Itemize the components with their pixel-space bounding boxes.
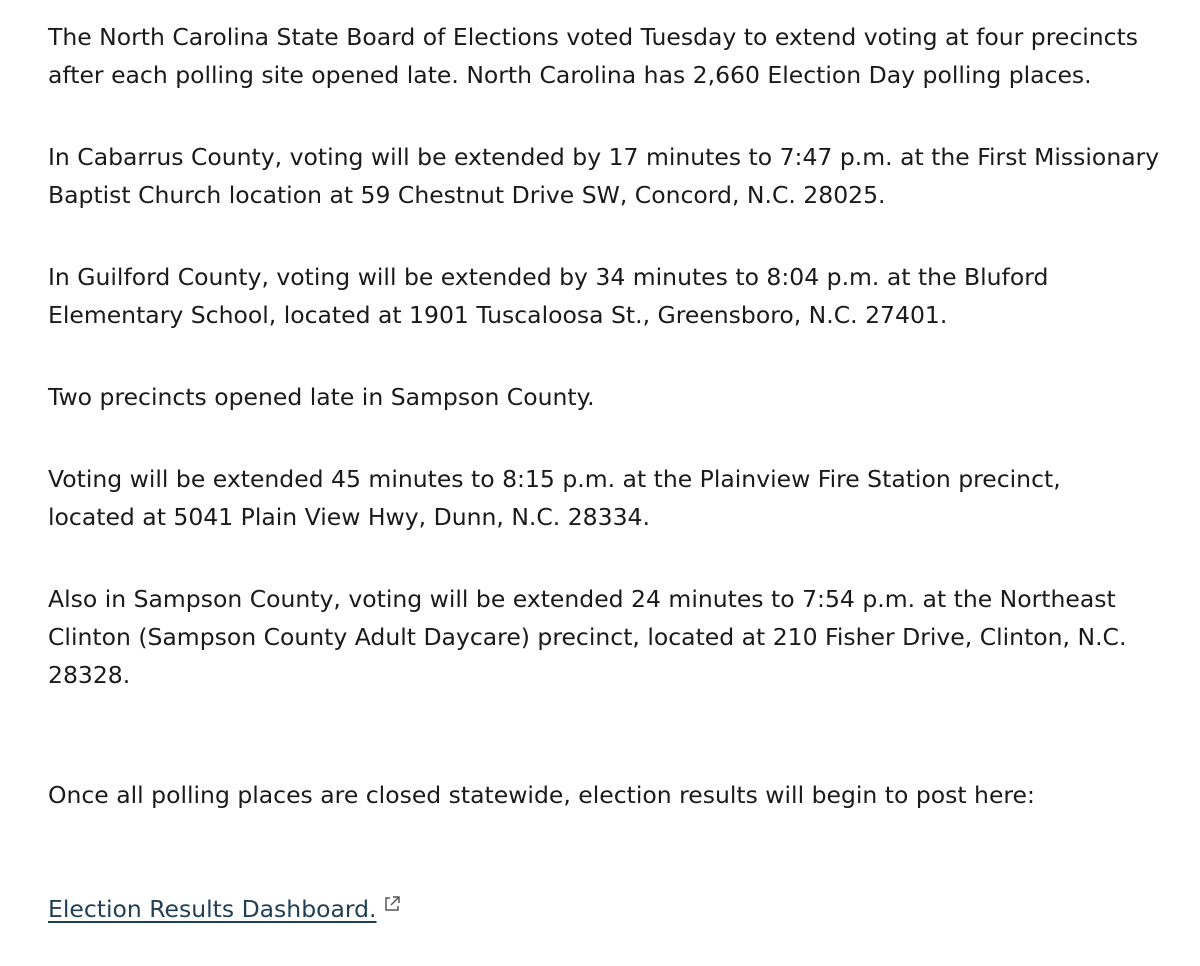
- paragraph-plainview: Voting will be extended 45 minutes to 8:15 p.m. at the Plainview Fire Station precinct, located at 5041 Plain View Hwy, Dunn, N.C. 28334.: [48, 465, 1061, 531]
- paragraph-cabarrus: In Cabarrus County, voting will be extended by 17 minutes to 7:47 p.m. at the First Missionary Baptist Church location at 59 Chestnut Drive SW, Concord, N.C. 28025.: [48, 143, 1160, 209]
- paragraph-sampson-intro: Two precincts opened late in Sampson County.: [48, 383, 595, 411]
- paragraph-intro: The North Carolina State Board of Elections voted Tuesday to extend voting at four precincts after each polling site opened late. North Carolina has 2,660 Election Day polling places.: [48, 23, 1139, 89]
- paragraph-guilford: In Guilford County, voting will be extended by 34 minutes to 8:04 p.m. at the Bluford Elementary School, located at 1901 Tuscaloosa St., Greensboro, N.C. 27401.: [48, 263, 1049, 329]
- article-body: [48, 18, 1188, 966]
- paragraph-northeast-clinton: Also in Sampson County, voting will be extended 24 minutes to 7:54 p.m. at the Northeast Clinton (Sampson County Adult Daycare) precinct, located at 210 Fisher Drive, Clinton, N.C. 28328.: [48, 585, 1127, 689]
- paragraph-closing: [48, 738, 1188, 966]
- dashboard-link-row: [48, 852, 1188, 928]
- election-results-dashboard-link[interactable]: Election Results Dashboard.: [48, 895, 377, 923]
- closing-text: Once all polling places are closed statewide, election results will begin to post here:: [48, 781, 1035, 809]
- external-link-icon[interactable]: [383, 895, 401, 913]
